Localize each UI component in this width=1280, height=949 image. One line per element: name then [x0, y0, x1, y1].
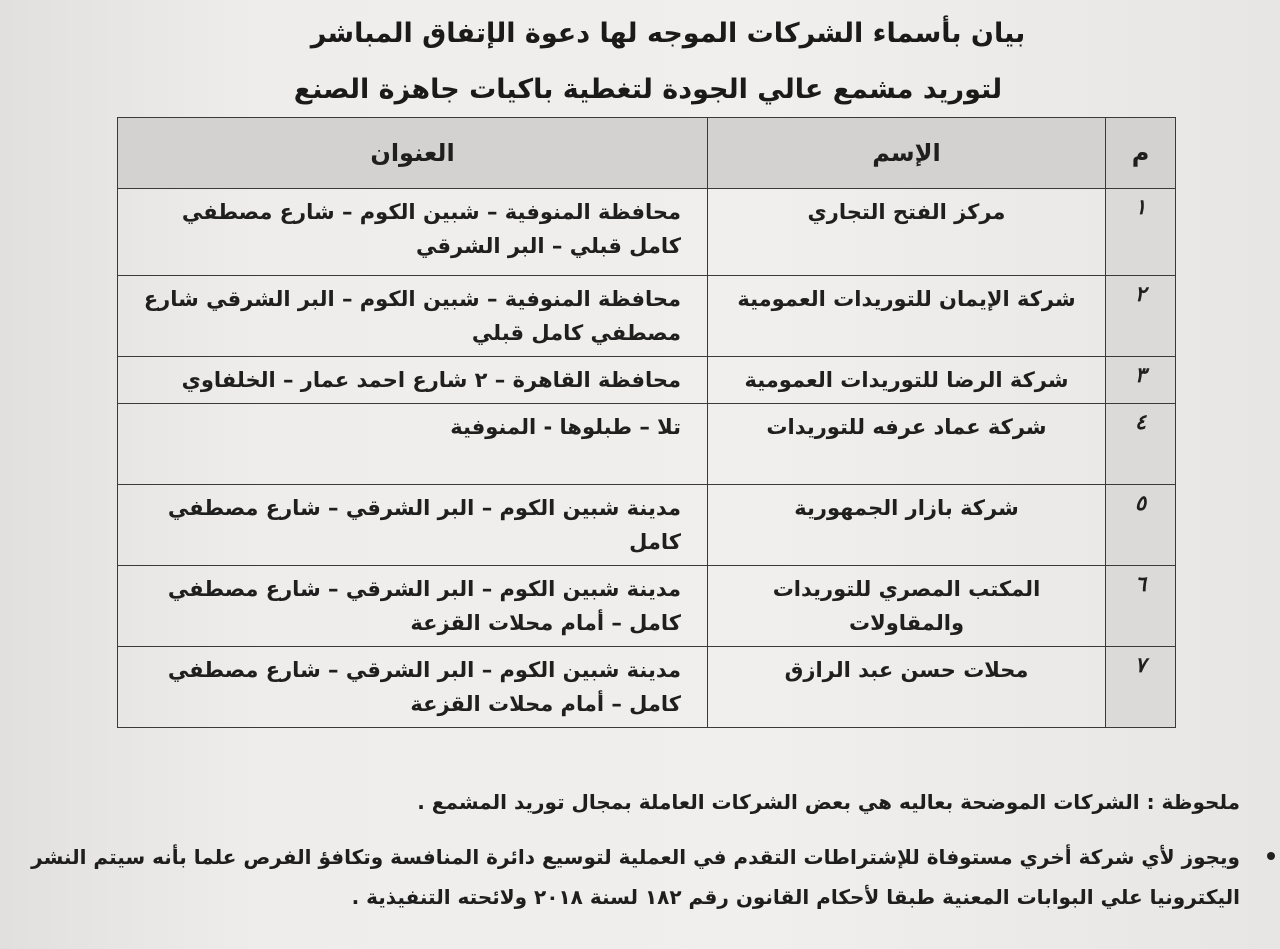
company-name: مركز الفتح التجاري: [708, 189, 1106, 276]
company-name: شركة الرضا للتوريدات العمومية: [708, 357, 1106, 404]
document-title-line1: بيان بأسماء الشركات الموجه لها دعوة الإتفاق المباشر: [310, 18, 1026, 49]
company-name: المكتب المصري للتوريدات والمقاولات: [708, 566, 1106, 647]
table-header-row: [118, 118, 1176, 189]
company-name: محلات حسن عبد الرازق: [708, 647, 1106, 728]
row-number: ٦: [1106, 566, 1176, 647]
row-number: ٤: [1106, 404, 1176, 485]
note-main: ملحوظة : الشركات الموضحة بعاليه هي بعض الشركات العاملة بمجال توريد المشمع .: [417, 790, 1240, 814]
company-address: مدينة شبين الكوم – البر الشرقي – شارع مصطفي كامل: [118, 485, 708, 566]
company-address: محافظة القاهرة – ٢ شارع احمد عمار – الخلفاوي: [118, 357, 708, 404]
row-number: ٥: [1106, 485, 1176, 566]
row-number: ١: [1106, 189, 1176, 276]
header-number: م: [1106, 118, 1176, 189]
row-number: ٣: [1106, 357, 1176, 404]
note-bullet-line1: ويجوز لأي شركة أخري مستوفاة للإشتراطات التقدم في العملية لتوسيع دائرة المنافسة وتكافؤ الفرص علما بأنه سيتم النشر: [31, 845, 1240, 869]
companies-table: [117, 117, 1176, 728]
row-number: ٢: [1106, 276, 1176, 357]
header-address: العنوان: [118, 118, 708, 189]
company-name: شركة عماد عرفه للتوريدات: [708, 404, 1106, 485]
table-row: [118, 485, 1176, 566]
table-row: [118, 357, 1176, 404]
table-row: [118, 189, 1176, 276]
row-number: ٧: [1106, 647, 1176, 728]
company-address: محافظة المنوفية – شبين الكوم – البر الشرقي شارع مصطفي كامل قبلي: [118, 276, 708, 357]
table-row: [118, 276, 1176, 357]
bullet-icon: [1267, 852, 1275, 860]
company-name: شركة بازار الجمهورية: [708, 485, 1106, 566]
company-name: شركة الإيمان للتوريدات العمومية: [708, 276, 1106, 357]
company-address: مدينة شبين الكوم – البر الشرقي – شارع مصطفي كامل – أمام محلات القزعة: [118, 566, 708, 647]
table-row: [118, 404, 1176, 485]
table-row: [118, 566, 1176, 647]
company-address: مدينة شبين الكوم – البر الشرقي – شارع مصطفي كامل – أمام محلات القزعة: [118, 647, 708, 728]
note-bullet-line2: اليكترونيا علي البوابات المعنية طبقا لأحكام القانون رقم ١٨٢ لسنة ٢٠١٨ ولائحته التنفيذية .: [351, 885, 1240, 909]
document-title-line2: لتوريد مشمع عالي الجودة لتغطية باكيات جاهزة الصنع: [293, 74, 1003, 105]
table-row: [118, 647, 1176, 728]
company-address: محافظة المنوفية – شبين الكوم – شارع مصطفي كامل قبلي – البر الشرقي: [118, 189, 708, 276]
company-address: تلا – طبلوها - المنوفية: [118, 404, 708, 485]
header-name: الإسم: [708, 118, 1106, 189]
